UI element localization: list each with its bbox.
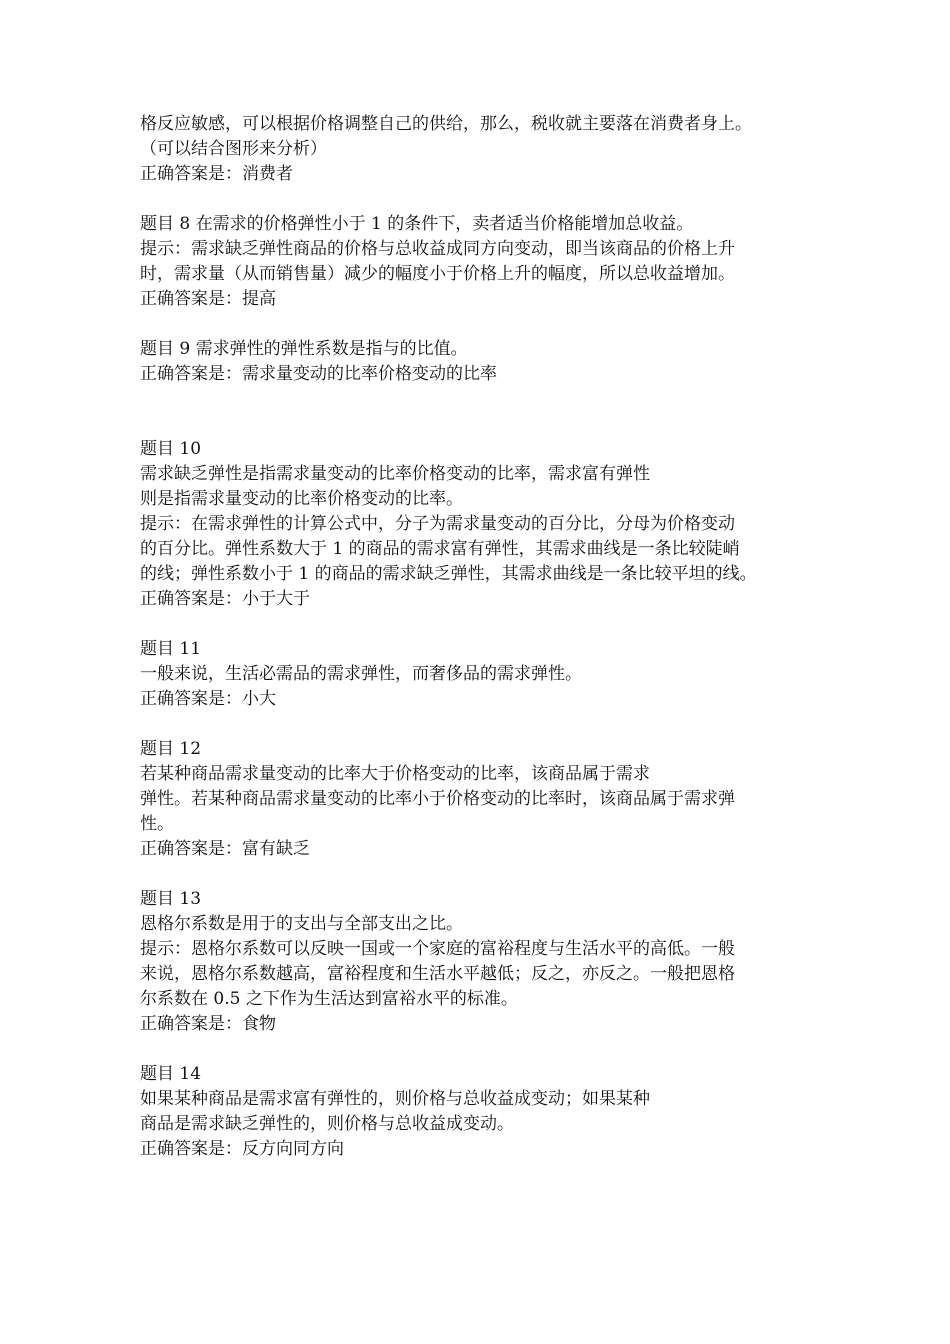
question-title: 题目 13 <box>140 889 202 909</box>
hint-line: 时，需求量（从而销售量）减少的幅度小于价格上升的幅度，所以总收益增加。 <box>140 264 735 284</box>
hint-line: 提示：在需求弹性的计算公式中，分子为需求量变动的百分比，分母为价格变动 <box>140 514 735 534</box>
question-text: 若某种商品需求量变动的比率大于价格变动的比率，该商品属于需求 <box>140 764 650 784</box>
hint-line: 提示：需求缺乏弹性商品的价格与总收益成同方向变动，即当该商品的价格上升 <box>140 239 735 259</box>
question-11-block <box>140 637 840 712</box>
question-text: 需求缺乏弹性是指需求量变动的比率价格变动的比率，需求富有弹性 <box>140 464 650 484</box>
question-title: 题目 14 <box>140 1064 202 1084</box>
hint-line: 提示：恩格尔系数可以反映一国或一个家庭的富裕程度与生活水平的高低。一般 <box>140 939 735 959</box>
spacer <box>140 1037 840 1062</box>
spacer <box>140 387 840 437</box>
question-8-block <box>140 212 840 312</box>
question-13-block <box>140 887 840 1037</box>
question-text: 恩格尔系数是用于的支出与全部支出之比。 <box>140 914 463 934</box>
hint-line: 的百分比。弹性系数大于 1 的商品的需求富有弹性，其需求曲线是一条比较陡峭 <box>140 539 740 559</box>
intro-block <box>140 112 840 187</box>
spacer <box>140 712 840 737</box>
answer-line: 正确答案是：食物 <box>140 1014 276 1034</box>
question-title: 题目 12 <box>140 739 202 759</box>
spacer <box>140 187 840 212</box>
hint-line: 来说，恩格尔系数越高，富裕程度和生活水平越低；反之，亦反之。一般把恩格 <box>140 964 735 984</box>
question-9-block <box>140 337 840 387</box>
question-title: 题目 11 <box>140 639 202 659</box>
question-10-block <box>140 437 840 612</box>
answer-line: 正确答案是：反方向同方向 <box>140 1139 344 1159</box>
question-text: 一般来说，生活必需品的需求弹性，而奢侈品的需求弹性。 <box>140 664 582 684</box>
question-text: 商品是需求缺乏弹性的，则价格与总收益成变动。 <box>140 1114 514 1134</box>
answer-line: 正确答案是：富有缺乏 <box>140 839 310 859</box>
question-title: 题目 10 <box>140 439 202 459</box>
document-body <box>140 112 840 1162</box>
answer-line: 正确答案是：小大 <box>140 689 276 709</box>
paragraph-line: （可以结合图形来分析） <box>140 139 327 159</box>
question-text: 题目 8 在需求的价格弹性小于 1 的条件下，卖者适当价格能增加总收益。 <box>140 214 694 234</box>
spacer <box>140 612 840 637</box>
spacer <box>140 312 840 337</box>
paragraph-line: 格反应敏感，可以根据价格调整自己的供给，那么，税收就主要落在消费者身上。 <box>140 114 752 134</box>
hint-line: 尔系数在 0.5 之下作为生活达到富裕水平的标准。 <box>140 989 518 1009</box>
question-text: 则是指需求量变动的比率价格变动的比率。 <box>140 489 463 509</box>
question-14-block <box>140 1062 840 1162</box>
hint-line: 的线；弹性系数小于 1 的商品的需求缺乏弹性，其需求曲线是一条比较平坦的线。 <box>140 564 757 584</box>
question-text: 如果某种商品是需求富有弹性的，则价格与总收益成变动；如果某种 <box>140 1089 650 1109</box>
question-12-block <box>140 737 840 862</box>
answer-line: 正确答案是：消费者 <box>140 164 293 184</box>
answer-line: 正确答案是：小于大于 <box>140 589 310 609</box>
question-text: 性。 <box>140 814 174 834</box>
answer-line: 正确答案是：需求量变动的比率价格变动的比率 <box>140 364 497 384</box>
question-text: 弹性。若某种商品需求量变动的比率小于价格变动的比率时，该商品属于需求弹 <box>140 789 735 809</box>
spacer <box>140 862 840 887</box>
question-text: 题目 9 需求弹性的弹性系数是指与的比值。 <box>140 339 468 359</box>
answer-line: 正确答案是：提高 <box>140 289 276 309</box>
